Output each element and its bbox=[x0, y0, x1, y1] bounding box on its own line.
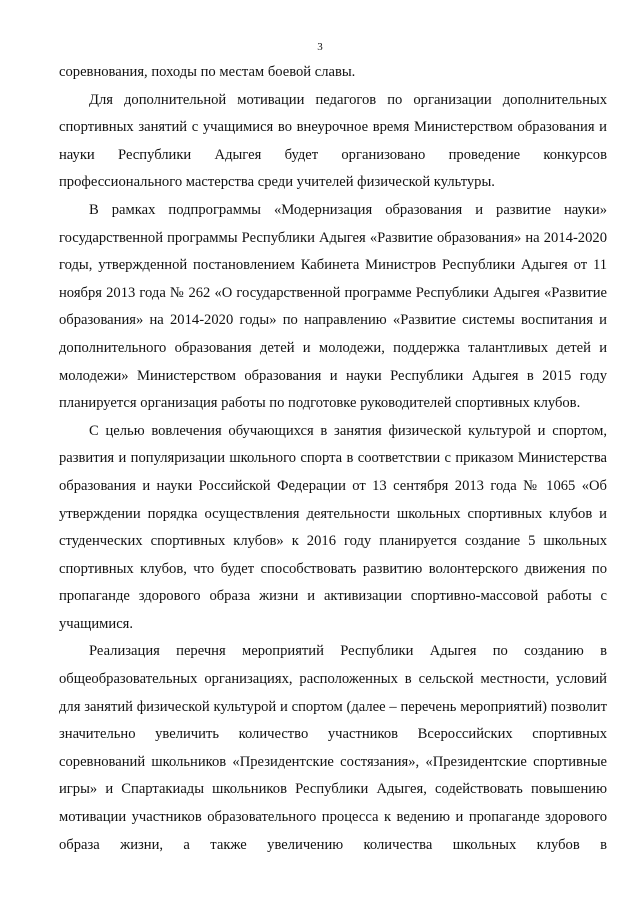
paragraph-subprogram-modernization: В рамках подпрограммы «Модернизация образования и развитие науки» государственной программы Республики Адыгея «Развитие образования» на 2014-2020 годы, утвержденной постановлением Кабинета Министров Республики Адыгея от 11 ноября 2013 года № 262 «О государственной программе Республики Адыгея «Развитие образования» на 2014-2020 годы» по направлению «Развитие системы воспитания и дополнительного образования детей и молодежи, поддержка талантливых детей и молодежи» Министерством образования и науки Республики Адыгея в 2015 году планируется организация работы по подготовке руководителей спортивных клубов. bbox=[59, 201, 607, 412]
paragraph-rural-sports-conditions: Реализация перечня мероприятий Республики Адыгея по созданию в общеобразовательных организациях, расположенных в сельской местности, условий для занятий физической культурой и спортом (далее – перечень мероприятий) позволит значительно увеличить количество участников Всероссийских спортивных соревнований школьников «Президентские состязания», «Президентские спортивные игры» и Спартакиады школьников Республики Адыгея, содействовать повышению мотивации участников образовательного процесса к ведению и пропаганде здорового образа жизни, а также увеличению количества школьных клубов в bbox=[59, 643, 607, 853]
paragraph-school-sports-clubs: С целью вовлечения обучающихся в занятия физической культурой и спортом, развития и популяризации школьного спорта в соответствии с приказом Министерства образования и науки Российской Федерации от 13 сентября 2013 года № 1065 «Об утверждении порядка осуществления деятельности школьных спортивных клубов и студенческих спортивных клубов» к 2016 году планируется создание 5 школьных спортивных клубов, что будет способствовать развитию волонтерского движения по пропаганде здорового образа жизни и активизации спортивно-массовой работы с учащимися. bbox=[59, 422, 607, 632]
page-number: 3 bbox=[317, 41, 323, 53]
document-body bbox=[59, 59, 607, 859]
paragraph-continuation: соревнования, походы по местам боевой славы. bbox=[59, 64, 356, 80]
paragraph-teacher-motivation: Для дополнительной мотивации педагогов по организации дополнительных спортивных занятий с учащимися во внеурочное время Министерством образования и науки Республики Адыгея будет организовано проведение конкурсов профессионального мастерства среди учителей физической культуры. bbox=[59, 91, 607, 191]
